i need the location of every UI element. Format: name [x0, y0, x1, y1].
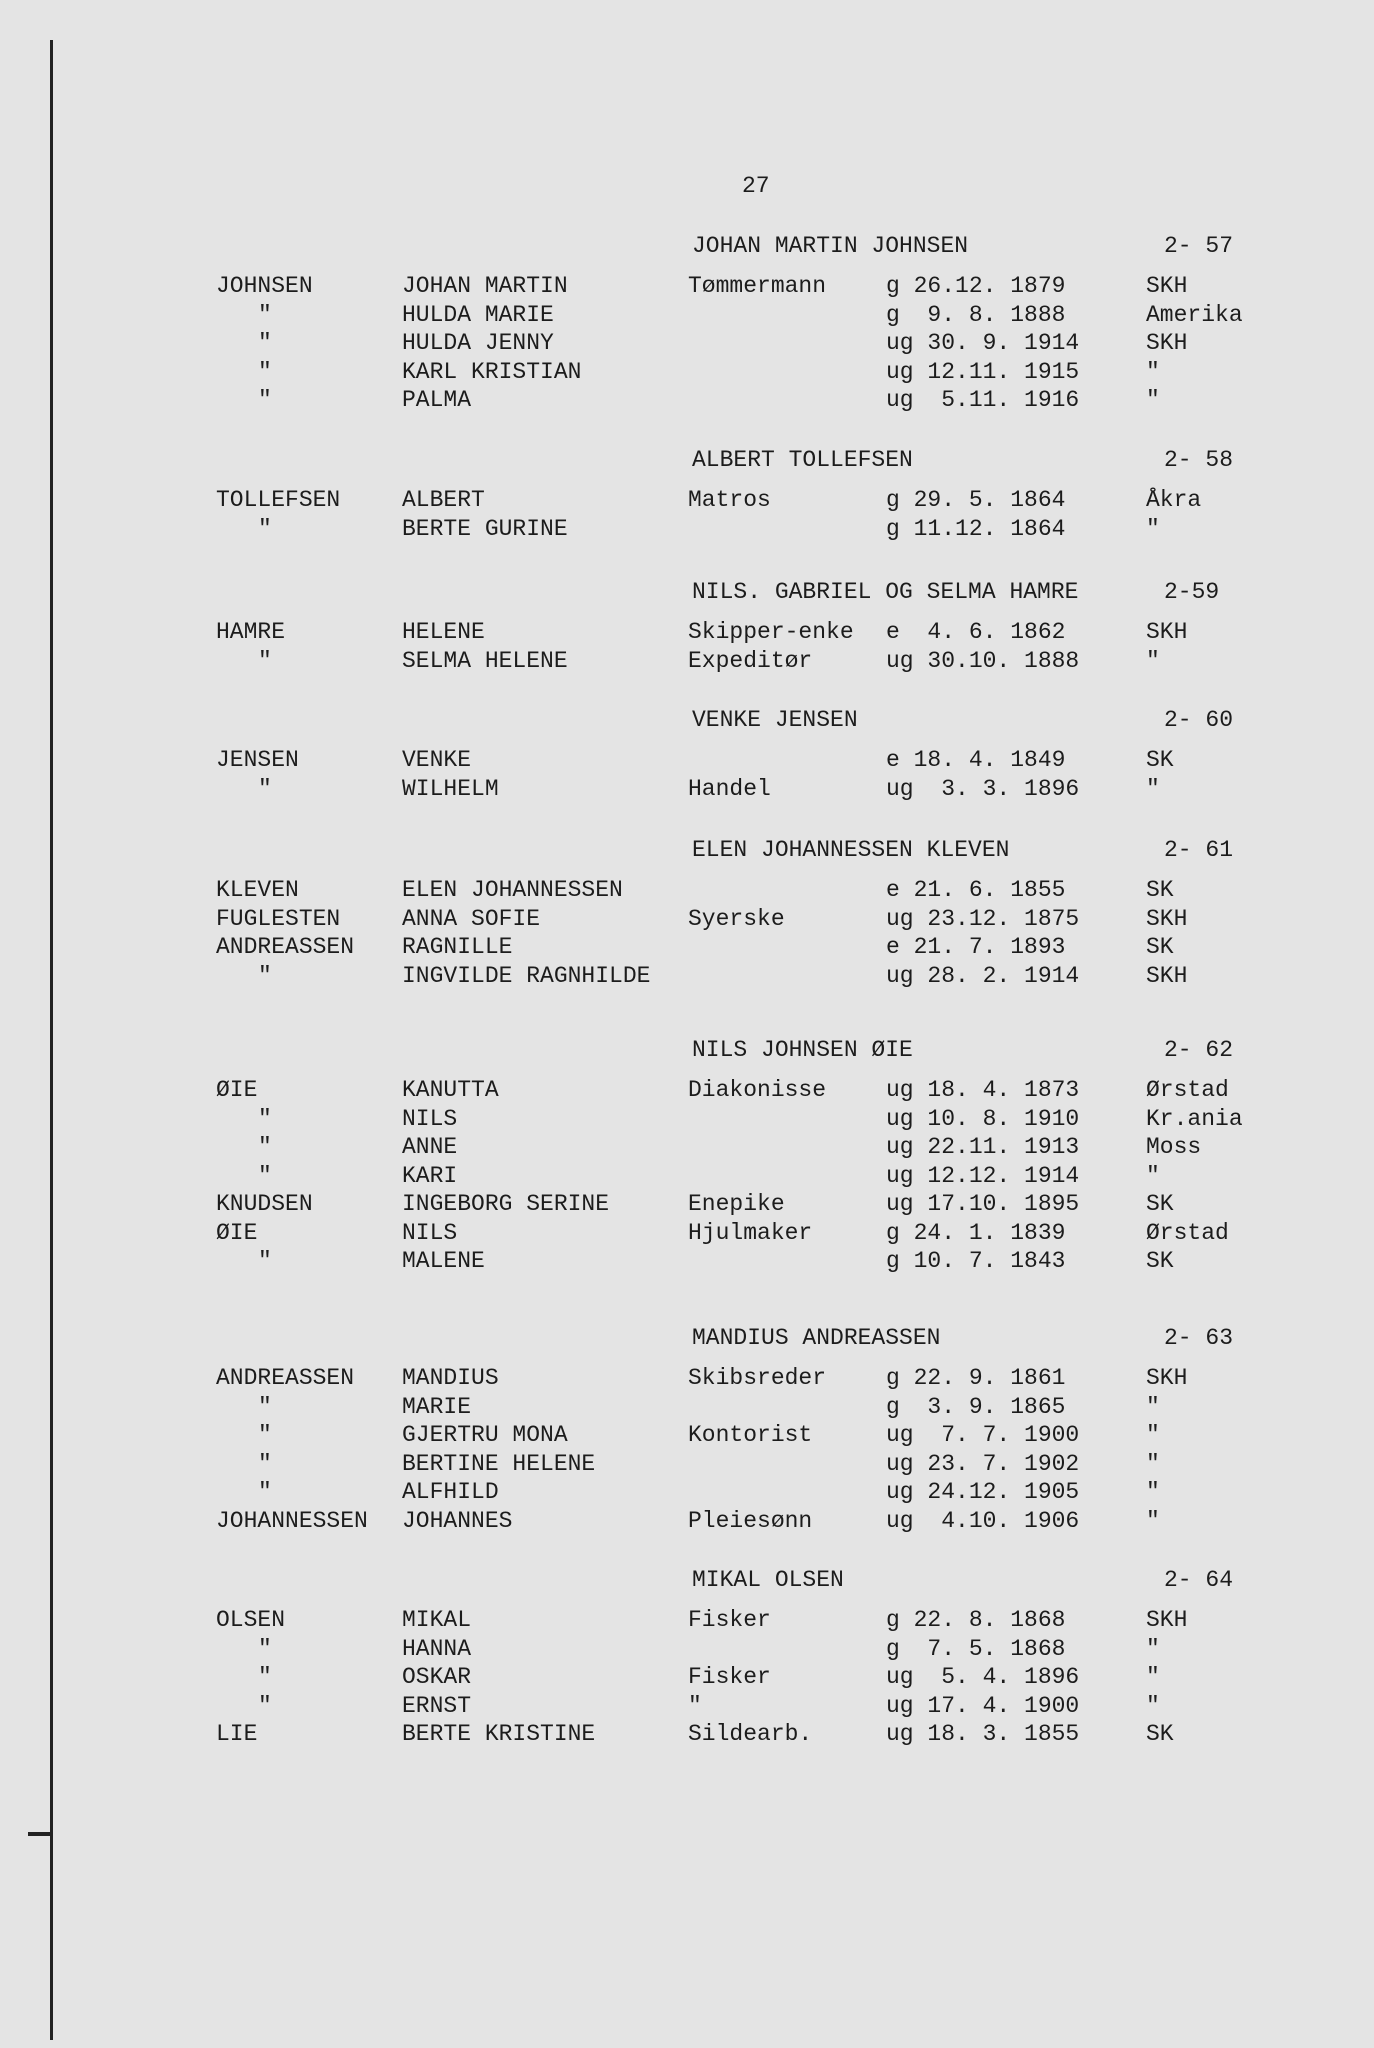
place: " — [1146, 1393, 1160, 1420]
given-name: HELENE — [402, 619, 485, 645]
surname: ØIE — [216, 1077, 258, 1103]
date: ug 4.10. 1906 — [886, 1507, 1080, 1534]
occupation: " — [688, 1692, 702, 1719]
date: ug 18. 3. 1855 — [886, 1721, 1080, 1747]
place: " — [1146, 1692, 1160, 1719]
place: " — [1146, 775, 1160, 802]
date: ug 3. 3. 1896 — [886, 775, 1080, 802]
surname: " — [258, 1393, 272, 1420]
occupation: Pleiesønn — [688, 1507, 813, 1534]
surname: " — [258, 387, 272, 413]
place: Åkra — [1146, 487, 1202, 513]
place: SKH — [1146, 1365, 1188, 1391]
given-name: MARIE — [402, 1393, 472, 1420]
date: ug 12.11. 1915 — [886, 358, 1080, 385]
place: Amerika — [1146, 301, 1243, 328]
place: SKH — [1146, 330, 1188, 356]
date: g 26.12. 1879 — [886, 273, 1066, 299]
given-name: HANNA — [402, 1635, 472, 1662]
date: ug 5. 4. 1896 — [886, 1664, 1080, 1690]
date: ug 5.11. 1916 — [886, 387, 1080, 413]
surname: " — [258, 330, 272, 356]
date: e 18. 4. 1849 — [886, 747, 1066, 773]
surname: ANDREASSEN — [216, 1365, 355, 1391]
surname: " — [258, 358, 272, 385]
date: e 4. 6. 1862 — [886, 619, 1066, 645]
surname: KNUDSEN — [216, 1191, 313, 1217]
surname: JOHANNESSEN — [216, 1507, 368, 1534]
place: " — [1146, 647, 1160, 674]
occupation: Matros — [688, 487, 771, 513]
surname: TOLLEFSEN — [216, 487, 341, 513]
binding-line — [50, 40, 53, 2040]
place: SK — [1146, 934, 1174, 960]
place: SK — [1146, 747, 1174, 773]
surname: OLSEN — [216, 1607, 286, 1633]
page-number: 27 — [742, 173, 770, 199]
section-header: JOHAN MARTIN JOHNSEN — [692, 233, 969, 259]
place: SKH — [1146, 905, 1188, 932]
section-number: 2-59 — [1164, 579, 1220, 605]
date: ug 17. 4. 1900 — [886, 1692, 1080, 1719]
surname: KLEVEN — [216, 877, 299, 903]
occupation: Expeditør — [688, 647, 813, 674]
date: ug 23.12. 1875 — [886, 905, 1080, 932]
date: g 29. 5. 1864 — [886, 487, 1066, 513]
occupation: Syerske — [688, 905, 785, 932]
date: g 22. 9. 1861 — [886, 1365, 1066, 1391]
given-name: HULDA JENNY — [402, 330, 554, 356]
given-name: KARI — [402, 1162, 458, 1189]
given-name: KANUTTA — [402, 1077, 499, 1103]
surname: " — [258, 1635, 272, 1662]
given-name: OSKAR — [402, 1664, 472, 1690]
occupation: Skibsreder — [688, 1365, 827, 1391]
given-name: NILS — [402, 1219, 458, 1246]
surname: " — [258, 1450, 272, 1477]
surname: " — [258, 301, 272, 328]
surname: ØIE — [216, 1219, 258, 1246]
surname: " — [258, 1692, 272, 1719]
surname: " — [258, 962, 272, 989]
section-number: 2- 63 — [1164, 1325, 1234, 1351]
date: g 7. 5. 1868 — [886, 1635, 1066, 1662]
occupation: Fisker — [688, 1664, 771, 1690]
place: SKH — [1146, 1607, 1188, 1633]
given-name: MANDIUS — [402, 1365, 499, 1391]
date: e 21. 6. 1855 — [886, 877, 1066, 903]
surname: FUGLESTEN — [216, 905, 341, 932]
given-name: MALENE — [402, 1248, 485, 1274]
surname: " — [258, 1248, 272, 1274]
place: " — [1146, 515, 1160, 542]
section-number: 2- 58 — [1164, 447, 1234, 473]
section-header: MANDIUS ANDREASSEN — [692, 1325, 941, 1351]
given-name: BERTINE HELENE — [402, 1450, 596, 1477]
given-name: WILHELM — [402, 775, 499, 802]
given-name: BERTE GURINE — [402, 515, 568, 542]
date: g 22. 8. 1868 — [886, 1607, 1066, 1633]
place: " — [1146, 1450, 1160, 1477]
occupation: Hjulmaker — [688, 1219, 813, 1246]
given-name: GJERTRU MONA — [402, 1422, 568, 1448]
given-name: ALFHILD — [402, 1479, 499, 1505]
date: ug 22.11. 1913 — [886, 1134, 1080, 1160]
place: SKH — [1146, 962, 1188, 989]
surname: JENSEN — [216, 747, 299, 773]
date: ug 30.10. 1888 — [886, 647, 1080, 674]
given-name: VENKE — [402, 747, 472, 773]
date: g 9. 8. 1888 — [886, 301, 1066, 328]
given-name: HULDA MARIE — [402, 301, 554, 328]
date: ug 30. 9. 1914 — [886, 330, 1080, 356]
section-number: 2- 64 — [1164, 1567, 1234, 1593]
given-name: SELMA HELENE — [402, 647, 568, 674]
given-name: ANNA SOFIE — [402, 905, 541, 932]
given-name: ALBERT — [402, 487, 485, 513]
occupation: Tømmermann — [688, 273, 827, 299]
date: ug 18. 4. 1873 — [886, 1077, 1080, 1103]
surname: JOHNSEN — [216, 273, 313, 299]
given-name: MIKAL — [402, 1607, 472, 1633]
given-name: ELEN JOHANNESSEN — [402, 877, 623, 903]
section-header: NILS. GABRIEL OG SELMA HAMRE — [692, 579, 1079, 605]
date: g 11.12. 1864 — [886, 515, 1066, 542]
occupation: Sildearb. — [688, 1721, 813, 1747]
occupation: Diakonisse — [688, 1077, 827, 1103]
section-header: NILS JOHNSEN ØIE — [692, 1037, 913, 1063]
section-number: 2- 60 — [1164, 707, 1234, 733]
surname: ANDREASSEN — [216, 934, 355, 960]
surname: " — [258, 1479, 272, 1505]
given-name: JOHAN MARTIN — [402, 273, 568, 299]
place: SKH — [1146, 273, 1188, 299]
given-name: KARL KRISTIAN — [402, 358, 582, 385]
section-number: 2- 61 — [1164, 837, 1234, 863]
date: g 24. 1. 1839 — [886, 1219, 1066, 1246]
given-name: INGEBORG SERINE — [402, 1191, 610, 1217]
section-header: ALBERT TOLLEFSEN — [692, 447, 913, 473]
section-header: MIKAL OLSEN — [692, 1567, 844, 1593]
date: ug 17.10. 1895 — [886, 1191, 1080, 1217]
given-name: ERNST — [402, 1692, 472, 1719]
surname: " — [258, 1105, 272, 1132]
section-number: 2- 57 — [1164, 233, 1234, 259]
surname: " — [258, 775, 272, 802]
surname: " — [258, 647, 272, 674]
date: g 10. 7. 1843 — [886, 1248, 1066, 1274]
place: Ørstad — [1146, 1219, 1229, 1246]
place: " — [1146, 1635, 1160, 1662]
section-header: VENKE JENSEN — [692, 707, 858, 733]
occupation: Skipper-enke — [688, 619, 854, 645]
place: " — [1146, 1664, 1160, 1690]
place: " — [1146, 1422, 1160, 1448]
surname: " — [258, 1162, 272, 1189]
occupation: Enepike — [688, 1191, 785, 1217]
given-name: RAGNILLE — [402, 934, 513, 960]
section-header: ELEN JOHANNESSEN KLEVEN — [692, 837, 1010, 863]
date: ug 7. 7. 1900 — [886, 1422, 1080, 1448]
given-name: ANNE — [402, 1134, 458, 1160]
surname: " — [258, 1422, 272, 1448]
place: Kr.ania — [1146, 1105, 1243, 1132]
binding-mark — [28, 1832, 52, 1836]
place: SK — [1146, 1191, 1174, 1217]
surname: HAMRE — [216, 619, 286, 645]
place: Ørstad — [1146, 1077, 1229, 1103]
place: " — [1146, 387, 1160, 413]
place: " — [1146, 1507, 1160, 1534]
date: g 3. 9. 1865 — [886, 1393, 1066, 1420]
occupation: Fisker — [688, 1607, 771, 1633]
surname: " — [258, 1134, 272, 1160]
date: ug 28. 2. 1914 — [886, 962, 1080, 989]
occupation: Kontorist — [688, 1422, 813, 1448]
date: ug 23. 7. 1902 — [886, 1450, 1080, 1477]
place: " — [1146, 1479, 1160, 1505]
surname: " — [258, 1664, 272, 1690]
place: SKH — [1146, 619, 1188, 645]
date: ug 12.12. 1914 — [886, 1162, 1080, 1189]
date: e 21. 7. 1893 — [886, 934, 1066, 960]
date: ug 24.12. 1905 — [886, 1479, 1080, 1505]
place: Moss — [1146, 1134, 1202, 1160]
place: SK — [1146, 1248, 1174, 1274]
section-number: 2- 62 — [1164, 1037, 1234, 1063]
place: SK — [1146, 1721, 1174, 1747]
surname: " — [258, 515, 272, 542]
given-name: NILS — [402, 1105, 458, 1132]
surname: LIE — [216, 1721, 258, 1747]
given-name: BERTE KRISTINE — [402, 1721, 596, 1747]
date: ug 10. 8. 1910 — [886, 1105, 1080, 1132]
given-name: INGVILDE RAGNHILDE — [402, 962, 651, 989]
given-name: JOHANNES — [402, 1507, 513, 1534]
given-name: PALMA — [402, 387, 472, 413]
occupation: Handel — [688, 775, 771, 802]
place: SK — [1146, 877, 1174, 903]
place: " — [1146, 1162, 1160, 1189]
place: " — [1146, 358, 1160, 385]
